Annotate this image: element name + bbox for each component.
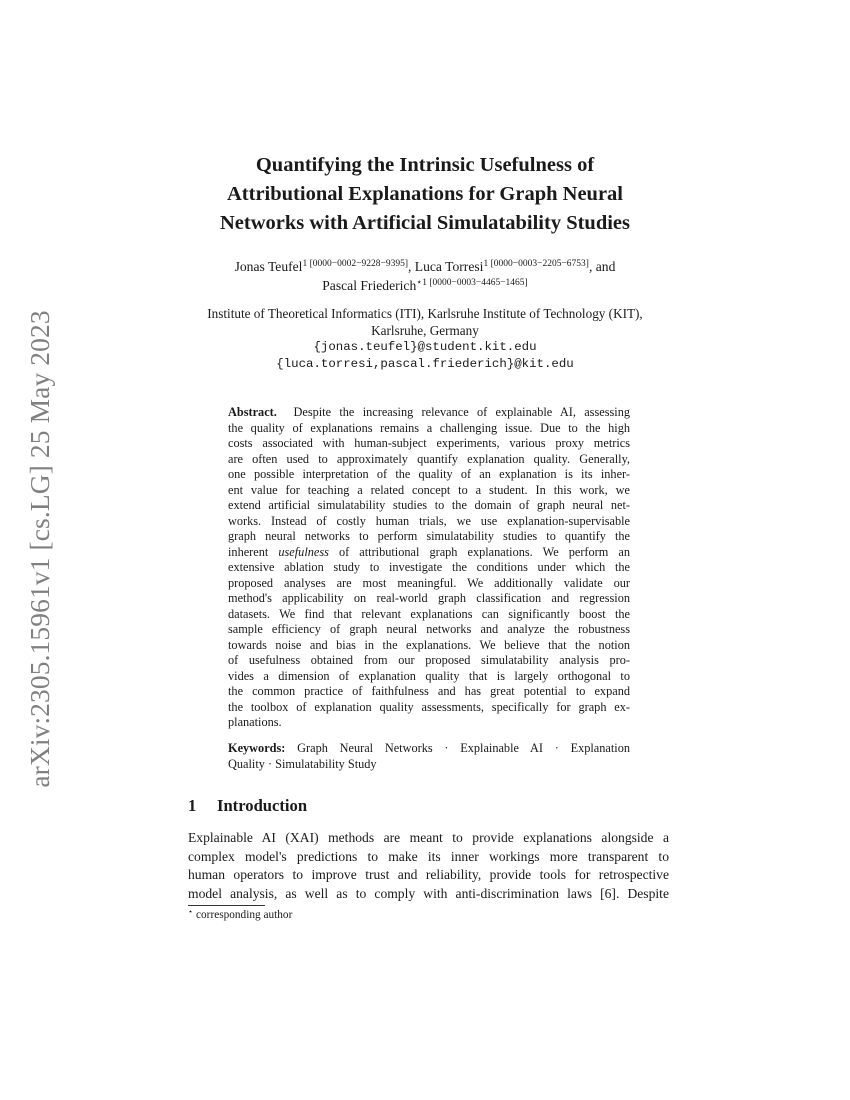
- affiliation-line: Institute of Theoretical Informatics (ITI), Karlsruhe Institute of Technology (KIT),: [207, 306, 643, 321]
- footnote-text: corresponding author: [196, 909, 293, 921]
- footnote-rule: [188, 905, 265, 906]
- section-number: 1: [188, 796, 197, 815]
- body-line: Explainable AI (XAI) methods are meant to provide explanations alongside a: [188, 830, 669, 845]
- author-name: Pascal Friederich: [322, 278, 417, 293]
- arxiv-identifier-stamp: [22, 288, 58, 810]
- abstract-line: extend artificial simulatability studies to the domain of graph neural net-: [228, 498, 630, 512]
- keywords-line: Keywords: Graph Neural Networks · Explainable AI · Explanation: [228, 741, 630, 755]
- author-name: Luca Torresi: [414, 259, 484, 274]
- title-line: Attributional Explanations for Graph Neural: [227, 183, 623, 205]
- email-address: {jonas.teufel}@student.kit.edu: [313, 340, 537, 355]
- abstract-line: planations.: [228, 715, 282, 729]
- affiliation-block: [150, 306, 700, 372]
- abstract-line: vides a dimension of explanation quality that is largely orthogonal to: [228, 668, 630, 683]
- author-separator: , and: [588, 259, 616, 274]
- abstract-label: Abstract.: [228, 405, 277, 419]
- abstract-line: method's applicability on real-world graph classification and regression: [228, 591, 630, 605]
- footnote: [188, 909, 292, 921]
- abstract-line: datasets. We find that relevant explanations can significantly boost the: [228, 606, 630, 621]
- body-line: human operators to improve trust and reliability, provide tools for retrospective: [188, 867, 669, 882]
- abstract-line: the quality of explanations remains a challenging issue. Due to the high: [228, 420, 630, 435]
- keywords: [228, 740, 630, 772]
- emphasis-usefulness: usefulness: [278, 544, 329, 559]
- abstract-line: of usefulness obtained from our proposed simulatability analysis pro-: [228, 653, 630, 667]
- abstract-line: extensive ablation study to investigate the conditions under which the: [228, 560, 630, 574]
- section-heading: [188, 796, 307, 816]
- abstract: [228, 405, 630, 731]
- abstract-line: proposed analyses are most meaningful. We additionally validate our: [228, 575, 630, 590]
- keywords-line: Quality · Simulatability Study: [228, 757, 377, 771]
- title-line: Networks with Artificial Simulatability Studies: [219, 212, 630, 234]
- abstract-line: the toolbox of explanation quality assessments, specifically for graph ex-: [228, 699, 630, 714]
- abstract-line: the common practice of faithfulness and has great potential to expand: [228, 684, 630, 698]
- email-address: {luca.torresi,pascal.friederich}@kit.edu: [276, 356, 574, 371]
- paper-title: [150, 151, 700, 238]
- author-name: Jonas Teufel: [234, 259, 303, 274]
- abstract-line: are often used to approximately quantify explanation quality. Generally,: [228, 451, 630, 466]
- arxiv-identifier-text: arXiv:2305.15961v1 [cs.LG] 25 May 2023: [24, 310, 55, 788]
- footnote-mark: ⋆: [188, 907, 194, 916]
- abstract-line: ent value for teaching a related concept to a student. In this work, we: [228, 482, 630, 497]
- author-orcid: 1 [0000−0003−2205−6753]: [483, 259, 589, 269]
- author-list: Jonas Teufel$^{1 [0000-0002-9228-9395]}$, Luca Torresi$^{1 [0000-0003-2205-6753]}$, and Pascal Friederich$^{⋆1 [0000-0003-4465-1465]}$: [234, 259, 616, 293]
- keywords-label: Keywords:: [228, 741, 286, 755]
- abstract-line: one possible interpretation of the quality of an explanation is its inher-: [228, 467, 630, 481]
- abstract-line: sample efficiency of graph neural networks and analyze the robustness: [228, 622, 630, 636]
- title-line: Quantifying the Intrinsic Usefulness of: [255, 154, 595, 176]
- author-orcid: ⋆1 [0000−0003−4465−1465]: [416, 278, 528, 288]
- abstract-line: works. Instead of costly human trials, we use explanation-supervisable: [228, 513, 630, 528]
- abstract-line: towards noise and bias in the explanations. We believe that the notion: [228, 637, 630, 652]
- section-title: Introduction: [217, 796, 308, 815]
- body-line: model analysis, as well as to comply with anti-discrimination laws [6]. Despite: [188, 885, 669, 901]
- author-orcid: 1 [0000−0002−9228−9395]: [302, 259, 408, 269]
- abstract-line: graph neural networks to perform simulatability studies to quantify the: [228, 529, 630, 543]
- affiliation-line: Karlsruhe, Germany: [371, 322, 479, 338]
- abstract-line: inherent usefulness of attributional graph explanations. We perform an: [228, 544, 630, 559]
- abstract-line: Abstract. Despite the increasing relevance of explainable AI, assessing: [228, 405, 630, 419]
- introduction-paragraph: [188, 829, 669, 903]
- abstract-line: costs associated with human-subject experiments, various proxy metrics: [228, 436, 630, 450]
- body-line: complex model's predictions to make its inner workings more transparent to: [188, 848, 669, 864]
